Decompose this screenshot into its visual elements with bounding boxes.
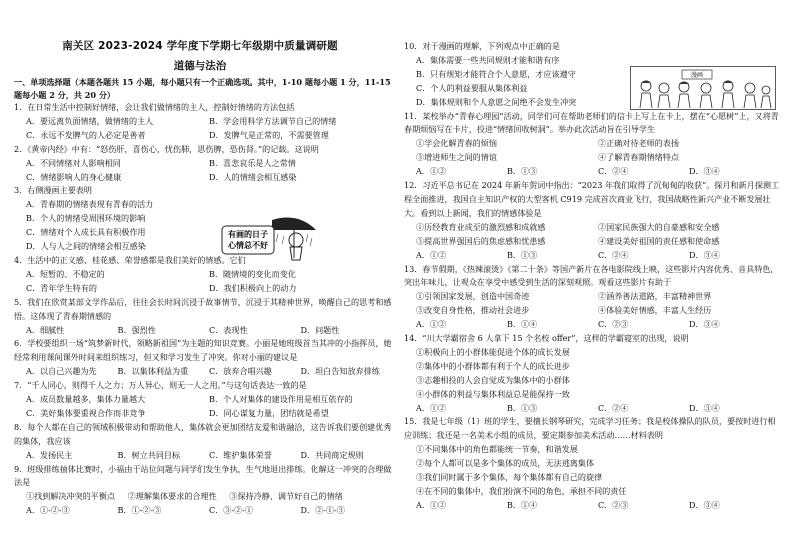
statement: ②每个人都可以是多个集体的成员，无法逃离集体 [416,458,595,469]
option[interactable]: A．以自己兴趣为先 [26,366,97,377]
comic-crowd-image [630,66,776,110]
option[interactable]: D．②-①-③ [300,505,345,516]
option[interactable]: D．③④ [689,166,720,177]
option[interactable]: D．同心谋复力量，团结就是希望 [209,407,329,418]
option[interactable]: A．发扬民主 [26,449,73,460]
option[interactable]: A．①② [416,249,447,260]
option[interactable]: A．①-②-③ [26,505,70,516]
option[interactable]: B．个人的情绪受周围环境的影响 [26,213,146,224]
statement: ②国家民族强大的自豪感和安全感 [598,221,720,232]
statement: ③增进师生之间的情谊 [416,152,497,163]
question-6: 6．学校要组织一场“筑梦新时代，领略新祖国”为主题的知识竞赛。小丽是她班级首当其冲的小指挥员，她经常利用课间课外时间来组织练习，但又和学习发生了冲突。你对小丽的建议是 A．以自己兴趣为先 B．以集体利益为重 C．放弃合唱兴趣 D．坦白告知放弃排练 [14,337,392,379]
option[interactable]: C．美好集体要重视合作而非竞争 [26,407,146,418]
option[interactable]: A．①② [416,166,447,177]
exam-title: 南关区 2023-2024 学年度下学期七年级期中质量调研题 [62,40,338,52]
option[interactable]: D．③④ [689,249,720,260]
option[interactable]: A．要远离负面情绪，做情绪的主人 [26,115,154,126]
option[interactable]: D．集体规则和个人意愿之间绝不会发生冲突 [416,96,577,107]
option[interactable]: B．学会用科学方法调节自己的情绪 [209,115,337,126]
option[interactable]: D．人的情绪会相互感染 [209,171,297,182]
exam-subject: 道德与法治 [173,60,227,72]
statement: ④建设美好祖国的责任感和使命感 [598,235,720,246]
option[interactable]: D．发脾气是正常的，不需要管理 [209,129,329,140]
option[interactable]: B．以集体利益为重 [117,366,189,377]
option[interactable]: C．②③ [598,319,629,330]
option[interactable]: C．③-②-① [209,505,254,516]
option[interactable]: D．③④ [689,402,720,413]
option[interactable]: D．坦白告知放弃排练 [300,366,380,377]
option[interactable]: C．维护集体荣誉 [209,449,272,460]
question-7: 7．“千人同心，则得千人之力；万人异心，则无一人之用。”与这句话表达一致的是 A．成员数量越多，集体力量越大 B．个人对集体的建设作用是相互依存的 C．美好集体要重视合作而非竞争 D．同心谋复力量，团结就是希望 [14,379,392,421]
statement: ③提高世界强国后的焦虑感和忧患感 [416,235,546,246]
option[interactable]: B．个人对集体的建设作用是相互依存的 [209,394,353,405]
option[interactable]: B．强烈性 [117,324,156,335]
statement: ①学会化解青春的烦恼 [416,138,497,149]
option[interactable]: A．①② [416,319,447,330]
option[interactable]: C．表现性 [209,324,248,335]
question-13: 13．春节假期，《热辣滚烫》《第二十条》等国产新片在各电影院线上映，这些影片内容优秀、音具特色，突出年味儿，让观众在享受中感受到生活的深刻观照。观看这些影片有助于 ①引领国家发展，创造中国奇迹 ②涵养善法道路，丰富精神世界 ③改变自身性格，推动社会进步 ④体验美好情感，丰富人生经历 A．①② B．①④ C．②③ D．③④ [404,263,780,333]
option[interactable]: B．①③ [507,402,538,413]
question-12: 12．习近平总书记在 2024 年新年贺词中指出：“2023 年我们取得了沉甸甸的收获”。探月和新月探测工程全面推进，我国自主知识产权的大型客机 C919 完成首次商业飞行，我国战略性新兴产业不断发展壮大。看到以上新闻，我们的情感体验是 ①历经教育业成至的激烈感和成就感 ②国家民族强大的自豪感和安全感 ③提高世界强国后的焦虑感和忧患感 ④建设美好祖国的责任感和使命感 A．①② B．①③ C．②④ D．③④ [404,179,780,262]
option[interactable]: C．②④ [598,249,629,260]
statement: ④体验美好情感，丰富人生经历 [598,305,712,316]
option[interactable]: A．①② [416,402,447,413]
statement: ①历经教育业成至的激烈感和成就感 [416,221,546,232]
statement: ②涵养善法道路，丰富精神世界 [598,291,712,302]
statement: ④小群体的利益与集体利益总是能保持一致 [416,388,570,399]
right-column [404,40,780,513]
statement: ②正确对待老师的表扬 [598,138,679,149]
option[interactable]: C．②④ [598,402,629,413]
statement: ④了解青春期情绪特点 [598,152,679,163]
comic-sign: 漫画 [690,72,704,79]
option[interactable]: B．①③ [507,249,538,260]
statement: ①积极向上的小群体能促进个体的成长发展 [416,346,570,357]
option[interactable]: B．树立共同目标 [117,449,181,460]
option[interactable]: D．我们积极向上的动力 [209,282,297,293]
question-15: 15．我是七年级（1）班的学生，要擅长钢琴研究，完成学习任务；我是校体操队的队员，要按时进行相应训练；我还是一名美术小组的成员，要定期参加美术活动……材料表明 ①不同集体中的角色都能统一节奏，和谐发展 ②每个人都可以是多个集体的成员，无法逃离集体 ③我们同时属于多个集体，每个集体都有自己的旋律 ④在不同的集体中，我们扮演不同的角色，承担不同的责任 A．①② B．①④ C．②③ D．③④ [404,415,780,512]
option[interactable]: B．①③ [507,166,538,177]
option[interactable]: D．③④ [689,499,720,510]
option[interactable]: A．①② [416,499,447,510]
comic-caption-2: 心情总不好 [228,241,268,250]
option[interactable]: C．放弃合唱兴趣 [209,366,272,377]
option[interactable]: C．青年学生特有的 [26,282,97,293]
statement: ③保持冷静，调节好自己的情绪 [229,491,343,502]
statement: ①找到解决冲突的平衡点 [26,491,116,502]
section-header: 一、单项选择题（本题各题共 15 小题，每小题只有一个正确选项。其中，1-10 题每小题 1 分，11-15 题每小题 2 分，共 20 分） [14,77,391,100]
question-2: 2．《黄帝内经》中有：“怒伤肝，喜伤心，忧伤肺，思伤脾，恐伤肾。”的记载。这说明 A．不同情绪对人影响相同 B．喜悲哀乐是人之常情 C．情绪影响人的身心健康 D．人的情绪会相互感染 [14,143,392,185]
question-11: 11．某校举办“青春心理园”活动，同学们可在帮助老师们的信卡上写上在卡上，摆在“心愿树”上，又将青春期烦恼写在卡片，投进“情绪回收树洞”。举办此次活动旨在引导学生 ①学会化解青春的烦恼 ②正确对待老师的表扬 ③增进师生之间的情谊 ④了解青春期情绪特点 A．①② B．①③ C．②④ D．③④ [404,110,780,180]
option[interactable]: B．①④ [507,499,538,510]
statement: ①不同集体中的角色都能统一节奏，和谐发展 [416,444,578,455]
option[interactable]: D．共同商定规则 [300,449,364,460]
option[interactable]: B．①④ [507,319,538,330]
statement: ③改变自身性格，推动社会进步 [416,305,530,316]
statement: ③志趣相投的人会自觉成为集体中的小群体 [416,374,570,385]
option[interactable]: D．问题性 [300,324,340,335]
option[interactable]: A．集体需要一些共同规则才能和谐有序 [416,54,560,65]
comic-caption-1: 有画的日子 [228,230,268,239]
option[interactable]: C．个人的利益要服从集体利益 [416,82,528,93]
option[interactable]: A．不同情绪对人影响相同 [26,157,121,168]
question-10: 10．对于漫画的理解，下列观点中正确的是 A．集体需要一些共同规则才能和谐有序 B．只有规矩才能符合个人意愿，才应该遵守 C．个人的利益要服从集体利益 D．集体规则和个人意愿之间绝不会发生冲突 [404,40,780,110]
question-5: 5．我们在欣赏某部文学作品后，往往会长时间沉浸于故事情节，沉浸于其精神世界，唤醒自己的思考和感悟。这体现了青春期情感的 A．细腻性 B．强烈性 C．表现性 D．问题性 [14,296,392,338]
option[interactable]: C．②③ [598,499,629,510]
option[interactable]: A．青春期的情绪表现有青春的活力 [26,199,154,210]
option[interactable]: B．只有规矩才能符合个人意愿，才应该遵守 [416,68,576,79]
option[interactable]: D．③④ [689,319,720,330]
left-column [14,76,392,518]
option[interactable]: A．成员数量越多，集体力量越大 [26,394,146,405]
option[interactable]: B．喜悲哀乐是人之常情 [209,157,296,168]
option[interactable]: C．②④ [598,166,629,177]
option[interactable]: A．细腻性 [26,324,65,335]
statement: ①引领国家发展，创造中国奇迹 [416,291,530,302]
option[interactable]: B．①-②-③ [117,505,162,516]
statement: ④在不同的集体中，我们扮演不同的角色，承担不同的责任 [416,486,627,496]
option[interactable]: D．人与人之间的情绪会相互感染 [26,241,146,252]
option[interactable]: C．情绪影响人的身心健康 [26,171,122,182]
comic-umbrella-image [220,214,318,264]
question-4: 4．生活中的正义感、桂花感、荣誉感都是我们美好的情感。它们 A．短暂的、不稳定的 B．随情境的变化而变化 C．青年学生特有的 D．我们积极向上的动力 [14,254,392,296]
option[interactable]: A．短暂的、不稳定的 [26,268,105,279]
option[interactable]: B．随情境的变化而变化 [209,268,296,279]
question-3: 3．右侧漫画主要表明 A．青春期的情绪表现有青春的活力 B．个人的情绪受周围环境的影响 C．情绪对个人成长具有积极作用 D．人与人之间的情绪会相互感染 [14,184,392,254]
statement: ②集体中的小群体都有利于个人的成长进步 [416,360,570,371]
question-14: 14．“川大学霸宿舍 6 人拿下 15 个名校 offer”，这样的学霸寝室的出现，说明 ①积极向上的小群体能促进个体的成长发展 ②集体中的小群体都有利于个人的成长进步 ③志趣相投的人会自觉成为集体中的小群体 ④小群体的利益与集体利益总是能保持一致 A．①② B．①③ C．②④ D．③④ [404,332,780,415]
option[interactable]: C．永远不发脾气的人必定是善者 [26,129,146,140]
option[interactable]: C．情绪对个人成长具有积极作用 [26,227,146,238]
question-1: 1．在日常生活中控制好情绪，会让我们做情绪的主人，控制好情绪的方法包括 A．要远离负面情绪，做情绪的主人 B．学会用科学方法调节自己的情绪 C．永远不发脾气的人必定是善者 D．发脾气是正常的，不需要管理 [14,101,392,143]
question-8: 8．每个人都在自己的领域积极带动和帮助他人，集体就会更加团结友爱和谐融洽，这告诉我们要创建优秀的集体，我应该 A．发扬民主 B．树立共同目标 C．维护集体荣誉 D．共同商定规则 [14,421,392,463]
question-9: 9．班级排练抽体比赛时，小福由于站位问题与同学们发生争执，生气地退出排练。化解这一冲突的合理做法是 ①找到解决冲突的平衡点 ②理解集体要求的合理性 ③保持冷静，调节好自己的情绪 A．①-②-③ B．①-②-③ C．③-②-① D．②-①-③ [14,463,392,519]
statement: ②理解集体要求的合理性 [127,491,217,502]
statement: ③我们同时属于多个集体，每个集体都有自己的旋律 [416,472,603,483]
